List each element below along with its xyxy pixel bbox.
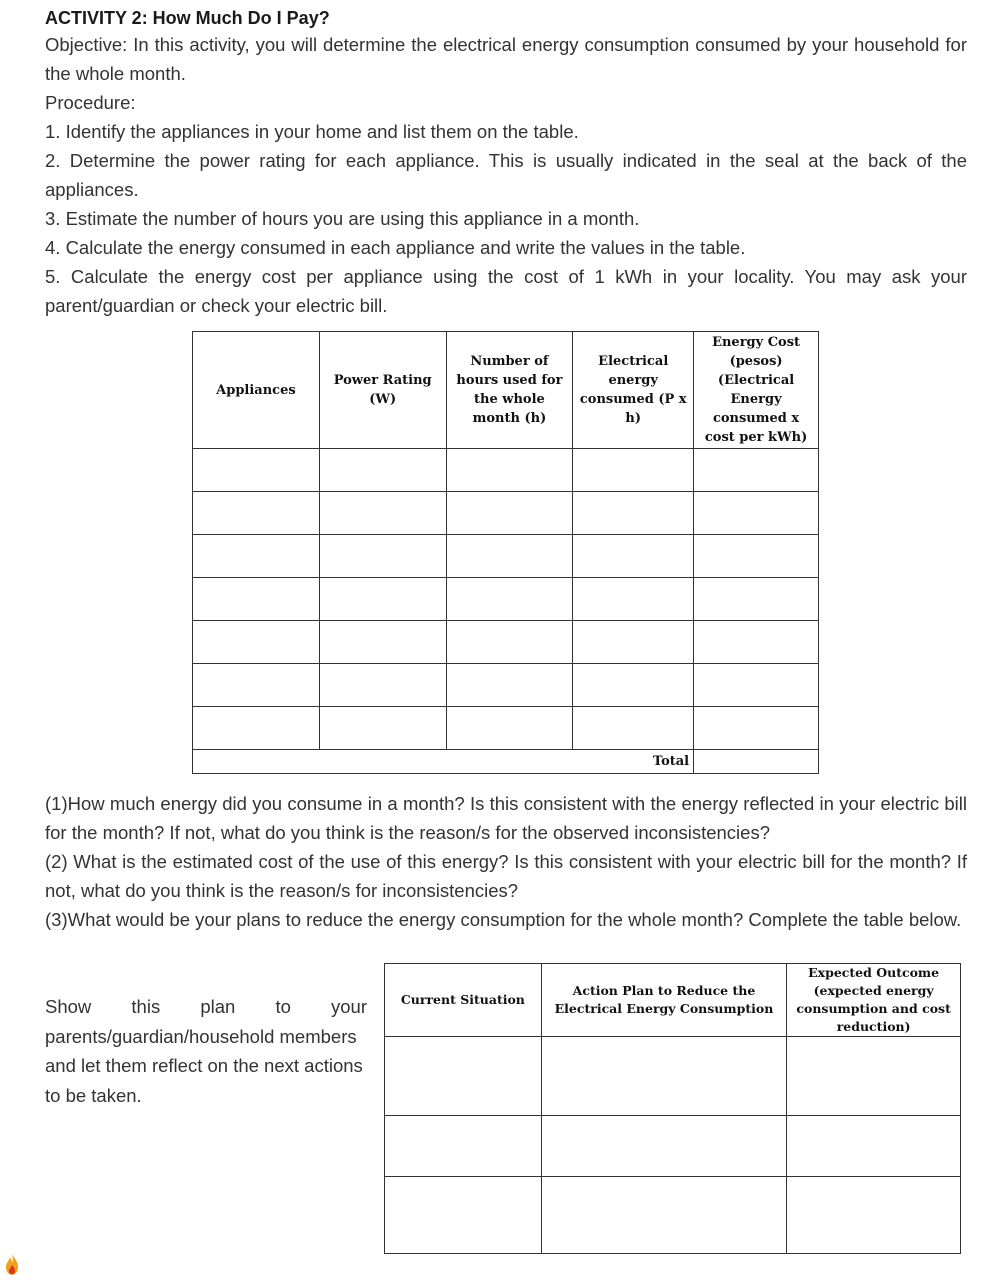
table-cell[interactable] <box>446 621 573 664</box>
table-row <box>385 1037 961 1116</box>
header-power-rating: Power Rating (W) <box>319 332 446 449</box>
table-cell[interactable] <box>446 449 573 492</box>
objective-text: Objective: In this activity, you will determine the electrical energy consumption consumed by your household for the whole month. <box>45 34 967 84</box>
table-cell[interactable] <box>694 449 819 492</box>
procedure-step-1: 1. Identify the appliances in your home and list them on the table. <box>45 121 579 142</box>
total-label: Total <box>193 750 694 774</box>
table-cell[interactable] <box>193 449 320 492</box>
header-expected-outcome: Expected Outcome (expected energy consumption and cost reduction) <box>787 964 961 1037</box>
table-cell[interactable] <box>541 1177 787 1254</box>
table-cell[interactable] <box>694 492 819 535</box>
question-1: (1)How much energy did you consume in a month? Is this consistent with the energy reflected in your electric bill for the month? If not, what do you think is the reason/s for the observed inconsistencies? <box>45 793 967 843</box>
show-plan-note <box>45 992 367 1110</box>
table-cell[interactable] <box>193 707 320 750</box>
total-row <box>193 750 819 774</box>
total-value-cell[interactable] <box>694 750 819 774</box>
table-cell[interactable] <box>573 449 694 492</box>
table-cell[interactable] <box>446 664 573 707</box>
header-action-plan: Action Plan to Reduce the Electrical Energy Consumption <box>541 964 787 1037</box>
table-cell[interactable] <box>446 535 573 578</box>
header-current-situation: Current Situation <box>385 964 542 1037</box>
question-2: (2) What is the estimated cost of the use of this energy? Is this consistent with your electric bill for the month? If not, what do you think is the reason/s for inconsistencies? <box>45 851 967 901</box>
table-cell[interactable] <box>787 1177 961 1254</box>
table-cell[interactable] <box>446 492 573 535</box>
table-cell[interactable] <box>385 1037 542 1116</box>
show-note-rest: parents/guardian/household members and let them reflect on the next actions to be taken. <box>45 1025 363 1106</box>
header-appliances: Appliances <box>193 332 320 449</box>
table-cell[interactable] <box>573 492 694 535</box>
header-energy-consumed: Electrical energy consumed (P x h) <box>573 332 694 449</box>
table-cell[interactable] <box>787 1116 961 1177</box>
table-cell[interactable] <box>694 621 819 664</box>
table-cell[interactable] <box>787 1037 961 1116</box>
table-cell[interactable] <box>319 535 446 578</box>
table-cell[interactable] <box>446 707 573 750</box>
header-hours-used: Number of hours used for the whole month (h) <box>446 332 573 449</box>
flame-icon <box>2 1253 22 1277</box>
table-row <box>193 664 819 707</box>
table-cell[interactable] <box>573 578 694 621</box>
table-cell[interactable] <box>694 664 819 707</box>
table-cell[interactable] <box>385 1177 542 1254</box>
table-cell[interactable] <box>573 535 694 578</box>
procedure-step-5: 5. Calculate the energy cost per appliance using the cost of 1 kWh in your locality. You may ask your parent/guardian or check your electric bill. <box>45 266 967 316</box>
header-energy-cost: Energy Cost (pesos) (Electrical Energy consumed x cost per kWh) <box>694 332 819 449</box>
question-3: (3)What would be your plans to reduce the energy consumption for the whole month? Complete the table below. <box>45 909 962 930</box>
activity-page <box>45 6 967 320</box>
table-row <box>193 578 819 621</box>
table-row <box>385 1116 961 1177</box>
questions-section <box>45 789 967 934</box>
table-cell[interactable] <box>694 578 819 621</box>
table-cell[interactable] <box>385 1116 542 1177</box>
table-cell[interactable] <box>319 664 446 707</box>
table-cell[interactable] <box>319 707 446 750</box>
table-cell[interactable] <box>573 664 694 707</box>
table-row <box>193 492 819 535</box>
table-header-row <box>385 964 961 1037</box>
table-cell[interactable] <box>193 535 320 578</box>
table-cell[interactable] <box>694 707 819 750</box>
table-cell[interactable] <box>541 1116 787 1177</box>
table-cell[interactable] <box>193 621 320 664</box>
table-cell[interactable] <box>193 578 320 621</box>
table-cell[interactable] <box>319 449 446 492</box>
table-cell[interactable] <box>319 492 446 535</box>
table-cell[interactable] <box>193 664 320 707</box>
procedure-step-3: 3. Estimate the number of hours you are using this appliance in a month. <box>45 208 640 229</box>
table-cell[interactable] <box>573 707 694 750</box>
procedure-step-4: 4. Calculate the energy consumed in each appliance and write the values in the table. <box>45 237 746 258</box>
table-cell[interactable] <box>573 621 694 664</box>
activity-title: ACTIVITY 2: How Much Do I Pay? <box>45 8 330 28</box>
table-cell[interactable] <box>193 492 320 535</box>
table-row <box>193 535 819 578</box>
table-header-row <box>193 332 819 449</box>
table-row <box>193 449 819 492</box>
table-cell[interactable] <box>541 1037 787 1116</box>
table-cell[interactable] <box>446 578 573 621</box>
table-cell[interactable] <box>319 578 446 621</box>
procedure-step-2: 2. Determine the power rating for each appliance. This is usually indicated in the seal at the back of the appliances. <box>45 150 967 200</box>
table-row <box>193 707 819 750</box>
show-note-line-1: Show this plan to your <box>45 996 367 1017</box>
table-cell[interactable] <box>319 621 446 664</box>
energy-consumption-table <box>192 331 819 774</box>
table-row <box>385 1177 961 1254</box>
table-row <box>193 621 819 664</box>
table-cell[interactable] <box>694 535 819 578</box>
action-plan-table <box>384 963 961 1254</box>
procedure-label: Procedure: <box>45 92 136 113</box>
